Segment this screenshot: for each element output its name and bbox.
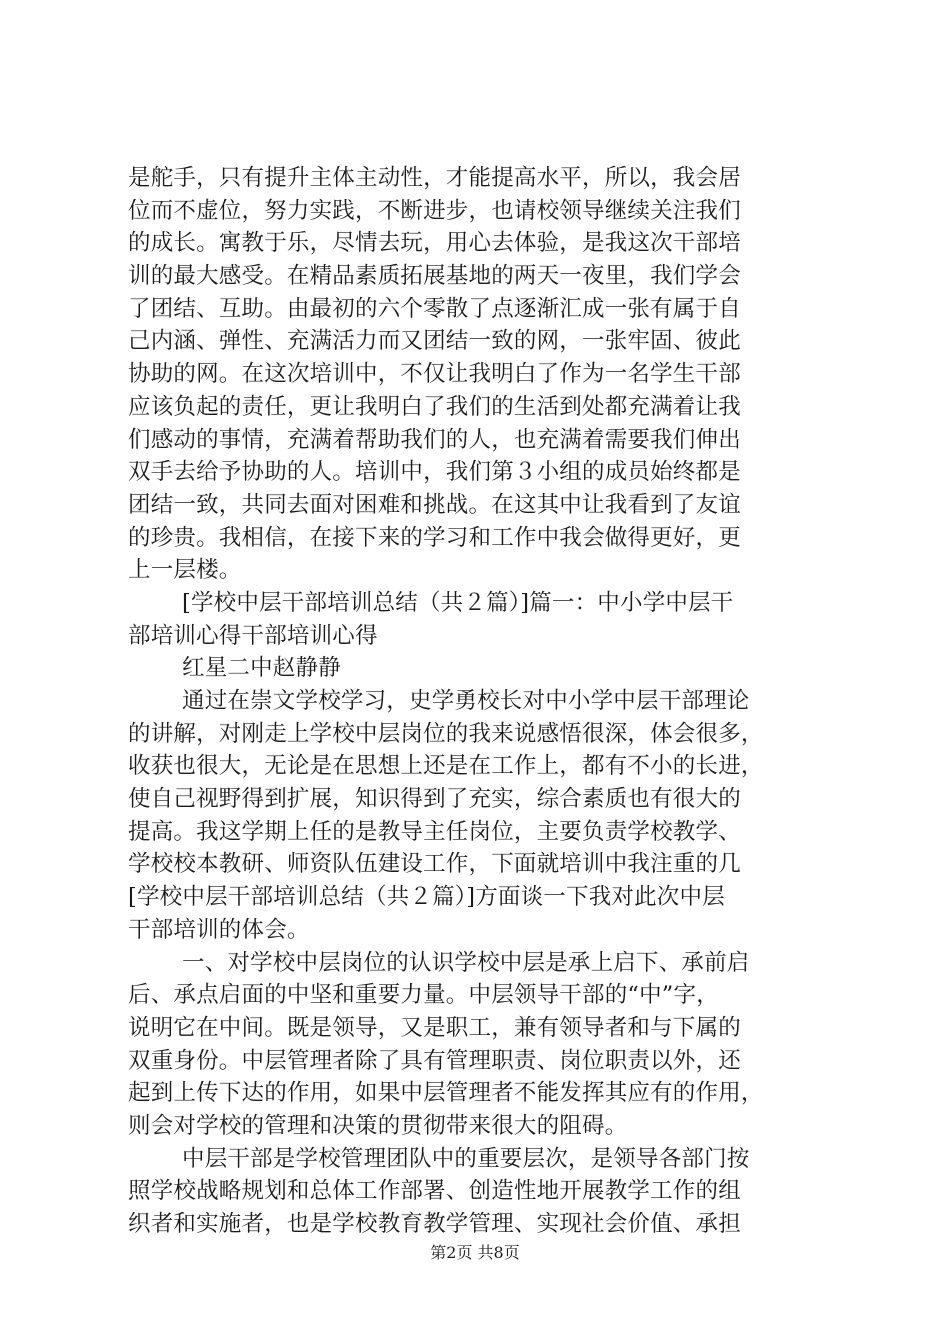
text-line: 收获也很大，无论是在思想上还是在工作上，都有不小的长进， bbox=[128, 753, 764, 780]
text-line: 的珍贵。我相信，在接下来的学习和工作中我会做得更好，更 bbox=[128, 524, 741, 551]
text-line: 一、对学校中层岗位的认识学校中层是承上启下、承前启 bbox=[182, 949, 750, 976]
text-line: 己内涵、弹性、充满活力而又团结一致的网，一张牢固、彼此 bbox=[128, 328, 741, 355]
text-line: 起到上传下达的作用，如果中层管理者不能发挥其应有的作用， bbox=[128, 1080, 764, 1107]
text-line: 说明它在中间。既是领导，又是职工，兼有领导者和与下属的 bbox=[128, 1014, 741, 1041]
text-line: 织者和实施者，也是学校教育教学管理、实现社会价值、承担 bbox=[128, 1211, 741, 1237]
page-footer: 第2页 共8页 bbox=[430, 1243, 520, 1262]
text-line: 团结一致，共同去面对困难和挑战。在这其中让我看到了友谊 bbox=[128, 491, 741, 518]
text-line: 则会对学校的管理和决策的贯彻带来很大的阻碍。 bbox=[128, 1112, 628, 1139]
text-line: 学校校本教研、师资队伍建设工作，下面就培训中我注重的几 bbox=[128, 851, 741, 878]
text-line: [学校中层干部培训总结（共２篇）]方面谈一下我对此次中层 bbox=[128, 884, 725, 911]
document-body bbox=[128, 162, 828, 1241]
text-line: 红星二中赵静静 bbox=[182, 655, 341, 682]
text-line: 训的最大感受。在精品素质拓展基地的两天一夜里，我们学会 bbox=[128, 263, 741, 290]
text-line: [学校中层干部培训总结（共２篇）]篇一：中小学中层干 bbox=[182, 589, 734, 616]
text-line: 是舵手，只有提升主体主动性，才能提高水平，所以，我会居 bbox=[128, 165, 741, 191]
text-line: 双手去给予协助的人。培训中，我们第３小组的成员始终都是 bbox=[128, 459, 741, 486]
text-line: 了团结、互助。由最初的六个零散了点逐渐汇成一张有属于自 bbox=[128, 295, 741, 322]
text-line: 后、承点启面的中坚和重要力量。中层领导干部的“中”字， bbox=[128, 982, 719, 1009]
text-line: 双重身份。中层管理者除了具有管理职责、岗位职责以外，还 bbox=[128, 1047, 741, 1074]
text-line: 的讲解，对刚走上学校中层岗位的我来说感悟很深，体会很多， bbox=[128, 720, 764, 747]
text-line: 协助的网。在这次培训中，不仅让我明白了作为一名学生干部 bbox=[128, 361, 741, 388]
text-line: 中层干部是学校管理团队中的重要层次，是领导各部门按 bbox=[182, 1145, 750, 1172]
text-line: 提高。我这学期上任的是教导主任岗位，主要负责学校教学、 bbox=[128, 818, 741, 845]
text-line: 照学校战略规划和总体工作部署、创造性地开展教学工作的组 bbox=[128, 1178, 741, 1205]
text-line: 干部培训的体会。 bbox=[128, 916, 310, 943]
text-line: 位而不虚位，努力实践，不断进步，也请校领导继续关注我们 bbox=[128, 197, 741, 224]
text-line: 通过在崇文学校学习，史学勇校长对中小学中层干部理论 bbox=[182, 688, 750, 714]
text-line: 使自己视野得到扩展，知识得到了充实，综合素质也有很大的 bbox=[128, 786, 741, 813]
text-line: 部培训心得干部培训心得 bbox=[128, 622, 378, 649]
text-line: 的成长。寓教于乐，尽情去玩，用心去体验，是我这次干部培 bbox=[128, 230, 741, 257]
text-line: 上一层楼。 bbox=[128, 557, 242, 584]
text-line: 应该负起的责任，更让我明白了我们的生活到处都充满着让我 bbox=[128, 393, 741, 420]
text-line: 们感动的事情，充满着帮助我们的人，也充满着需要我们伸出 bbox=[128, 426, 741, 453]
